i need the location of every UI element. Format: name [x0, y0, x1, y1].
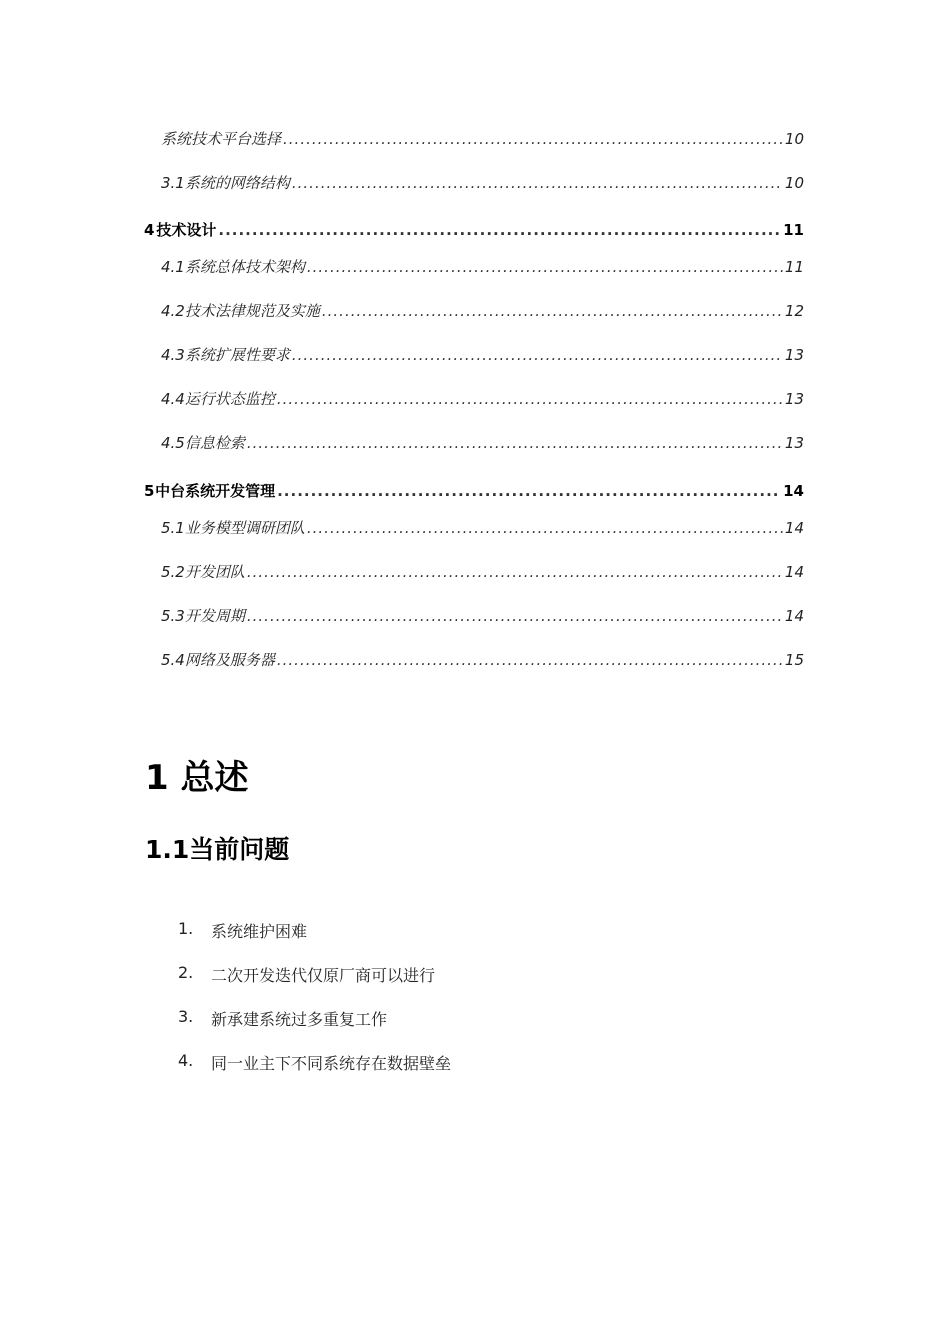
toc-entry[interactable]	[161, 256, 804, 277]
list-item-text: 同一业主下不同系统存在数据壁垒	[211, 1054, 452, 1073]
toc-entry-title: 技术设计	[156, 221, 217, 239]
toc-entry-title: 系统总体技术架构	[184, 258, 305, 276]
list-item-text: 二次开发迭代仅原厂商可以进行	[211, 966, 436, 985]
toc-entry[interactable]	[161, 300, 804, 321]
toc-entry-page: 13	[784, 390, 804, 408]
toc-entry-page: 14	[783, 482, 804, 500]
toc-entry[interactable]	[161, 388, 804, 409]
toc-leader	[277, 651, 783, 669]
toc-entry[interactable]	[161, 561, 804, 582]
list-item-marker: 4.	[178, 1051, 194, 1070]
toc-leader	[247, 607, 783, 625]
toc-entry-number: 4.3	[161, 346, 185, 364]
list-item-marker: 3.	[178, 1007, 194, 1026]
list-item	[178, 963, 435, 986]
toc-entry-title: 开发周期	[184, 607, 245, 625]
toc-leader	[322, 302, 783, 320]
toc-entry-title: 信息检索	[184, 434, 245, 452]
toc-entry-title: 网络及服务器	[184, 651, 275, 669]
toc-entry-number: 5.1	[161, 519, 185, 537]
toc-entry-number: 5.2	[161, 563, 185, 581]
toc-entry-page: 11	[783, 221, 804, 239]
toc-leader	[283, 130, 783, 148]
toc-leader	[307, 519, 783, 537]
list-item-text: 新承建系统过多重复工作	[211, 1010, 388, 1029]
toc-entry-title: 运行状态监控	[184, 390, 275, 408]
toc-entry[interactable]	[144, 219, 804, 240]
section-heading-1: 1 总述	[145, 758, 249, 798]
toc-entry-title: 中台系统开发管理	[155, 482, 276, 500]
toc-entry-page: 10	[784, 130, 804, 148]
toc-entry-page: 14	[784, 563, 804, 581]
toc-entry[interactable]	[161, 649, 804, 670]
toc-entry-title: 技术法律规范及实施	[184, 302, 320, 320]
toc-entry-title: 开发团队	[184, 563, 245, 581]
toc-entry-page: 13	[784, 346, 804, 364]
toc-entry-number: 4.4	[161, 390, 185, 408]
toc-entry-title: 业务模型调研团队	[184, 519, 305, 537]
toc-entry-page: 13	[784, 434, 804, 452]
toc-entry-number: 4	[144, 221, 155, 239]
toc-leader	[292, 346, 783, 364]
section-heading-2: 1.1当前问题	[145, 835, 290, 864]
toc-entry[interactable]	[161, 172, 804, 193]
toc-entry[interactable]	[161, 344, 804, 365]
toc-entry-number: 4.1	[161, 258, 185, 276]
toc-entry-page: 11	[784, 258, 804, 276]
toc-entry-number: 4.5	[161, 434, 185, 452]
toc-entry-number: 3.1	[161, 174, 185, 192]
toc-leader	[247, 563, 783, 581]
toc-entry-page: 14	[784, 607, 804, 625]
list-item	[178, 1007, 387, 1030]
toc-entry[interactable]	[161, 517, 804, 538]
toc-entry-page: 12	[784, 302, 804, 320]
toc-leader	[277, 482, 781, 500]
toc-entry-page: 10	[784, 174, 804, 192]
toc-entry[interactable]	[161, 128, 804, 149]
toc-entry[interactable]	[161, 605, 804, 626]
toc-leader	[277, 390, 783, 408]
list-item	[178, 1051, 451, 1074]
toc-entry-number: 5	[144, 482, 155, 500]
toc-entry-title: 系统技术平台选择	[161, 130, 282, 148]
list-item-marker: 2.	[178, 963, 194, 982]
toc-leader	[247, 434, 783, 452]
toc-leader	[218, 221, 781, 239]
toc-entry[interactable]	[161, 432, 804, 453]
toc-entry-number: 5.4	[161, 651, 185, 669]
toc-entry-title: 系统的网络结构	[184, 174, 290, 192]
toc-entry-page: 14	[784, 519, 804, 537]
toc-leader	[292, 174, 783, 192]
toc-entry-number: 4.2	[161, 302, 185, 320]
toc-entry-title: 系统扩展性要求	[184, 346, 290, 364]
list-item-marker: 1.	[178, 919, 194, 938]
toc-entry[interactable]	[144, 480, 804, 501]
toc-entry-page: 15	[784, 651, 804, 669]
toc-entry-number: 5.3	[161, 607, 185, 625]
toc-leader	[307, 258, 783, 276]
list-item-text: 系统维护困难	[211, 922, 308, 941]
list-item	[178, 919, 307, 942]
